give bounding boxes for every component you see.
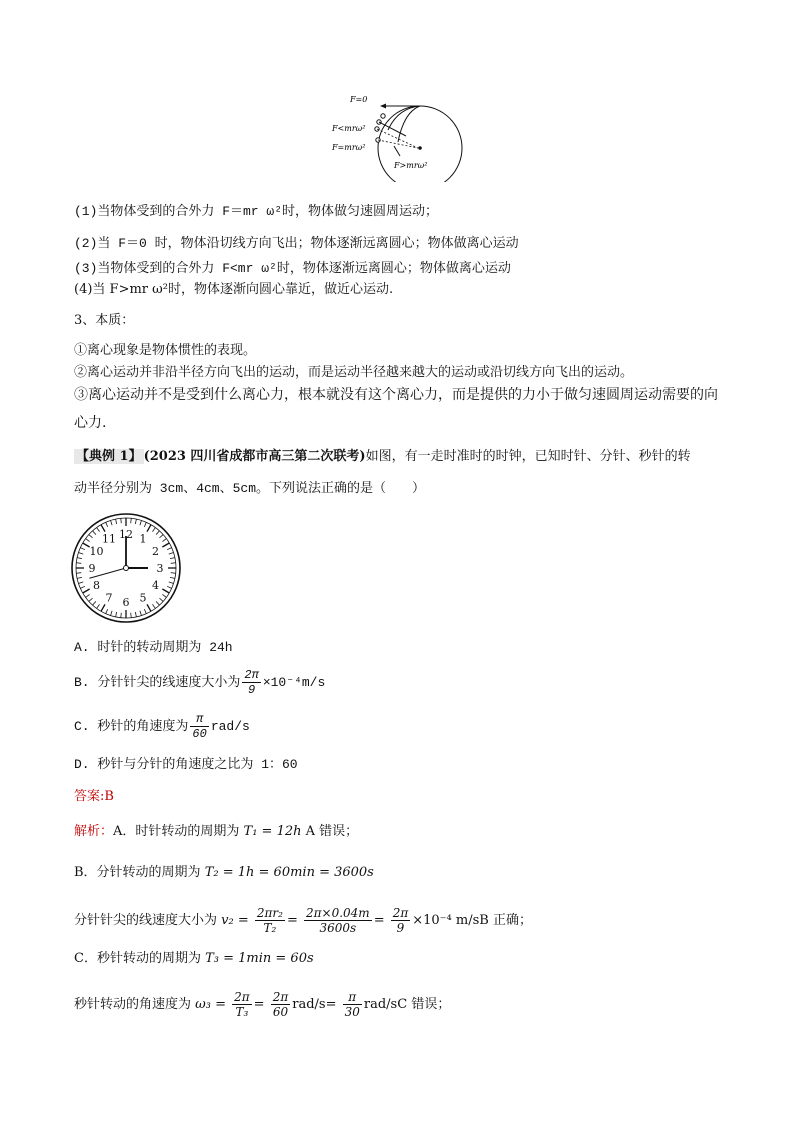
option-b-text: B. 分针针尖的线速度大小为 <box>74 674 241 690</box>
centrifugal-diagram <box>328 90 468 182</box>
analysis-equation: T₂ = 1h = 60min = 3600s <box>204 865 374 880</box>
option-c-text: C. 秒针的角速度为 <box>74 718 189 734</box>
fraction <box>255 906 285 935</box>
analysis-equation: ×10⁻⁴ m/s <box>412 913 480 928</box>
fraction <box>343 990 362 1019</box>
label-f-equal: F=mrω² <box>332 143 366 152</box>
essence-1: ①离心现象是物体惯性的表现。 <box>74 343 257 358</box>
point-4: (4)当 F>mr ω²时，物体逐渐向圆心靠近，做近心运动. <box>74 282 394 297</box>
essence-heading: 3、本质： <box>74 313 135 328</box>
clock-tick <box>171 573 176 574</box>
clock-number: 9 <box>88 562 96 575</box>
force-arrow <box>394 146 400 156</box>
essence-4: 心力. <box>74 415 107 431</box>
answer: 答案:B <box>74 789 114 804</box>
fraction-numerator: 2π <box>244 668 259 682</box>
fraction-denominator: 60 <box>272 1005 289 1019</box>
example-source: (2023 四川省成都市高三第二次联考) <box>143 449 366 464</box>
analysis-text: B 正确； <box>479 913 532 928</box>
analysis-text: A 错误； <box>305 824 359 839</box>
analysis-text: 秒针转动的角速度为 <box>74 997 192 1012</box>
clock-number: 1 <box>139 532 147 546</box>
fraction-numerator: 2π <box>392 906 409 920</box>
clock-number: 12 <box>119 528 133 541</box>
point-2: (2)当 F＝0 时，物体沿切线方向飞出；物体逐渐远离圆心；物体做离心运动 <box>74 236 519 251</box>
fraction <box>304 906 372 935</box>
example-stem-line-2: 动半径分别为 3cm、4cm、5cm。下列说法正确的是（ ） <box>74 481 426 496</box>
fraction <box>391 906 411 935</box>
fraction-numerator: 2π <box>272 990 289 1004</box>
option-b-fraction <box>242 668 260 697</box>
analysis-label: 解析： <box>74 824 114 839</box>
analysis-unit: rad/s <box>363 997 398 1012</box>
analysis-line-4 <box>74 950 314 968</box>
fraction-numerator: 2π <box>234 990 250 1004</box>
analysis-line-3: 分针针尖的线速度大小为 v₂ = $\frac{\text{2πr₂}}{\text{T₂}}$ = $\frac{2\pi\times 0.04m}{3600s}$ = $\frac{2\pi}{9}$ ×10⁻⁴ m/sB 正确； <box>74 906 532 935</box>
clock-number: 4 <box>151 579 159 592</box>
fraction <box>232 990 252 1019</box>
analysis-text: 分针针尖的线速度大小为 <box>74 913 218 928</box>
clock-center <box>124 566 129 571</box>
inward-curve <box>398 106 420 142</box>
analysis-text: A．时针转动的周期为 <box>113 824 240 839</box>
object-dot <box>381 114 385 118</box>
clock-number: 8 <box>93 579 101 592</box>
option-c-fraction <box>190 712 208 741</box>
option-c-unit: rad/s <box>210 718 250 734</box>
analysis-text: C 错误； <box>397 997 451 1012</box>
clock-number: 6 <box>122 596 130 609</box>
fraction-denominator: 30 <box>344 1005 360 1019</box>
analysis-line-2 <box>74 864 374 882</box>
analysis-equation: T₁ = 12h <box>243 824 302 839</box>
option-d: D. 秒针与分针的角速度之比为 1：60 <box>74 757 298 772</box>
clock-tick <box>131 613 132 618</box>
analysis-line-5: 秒针转动的角速度为 ω₃ = $\frac{2\pi}{\text{T₃}}$ = $\frac{2\pi}{60}$ rad/s= $\frac{\pi}{30}$ rad/sC 错误； <box>74 990 451 1019</box>
option-a: A. 时针的转动周期为 24h <box>74 640 233 655</box>
center-point <box>418 146 422 150</box>
clock-number: 3 <box>156 562 164 575</box>
fraction-denominator: 9 <box>396 921 405 935</box>
point-3: (3)当物体受到的合外力 F<mr ω²时，物体逐渐远离圆心；物体做离心运动 <box>74 261 511 276</box>
example-tag: 【典例 1】 <box>76 449 142 464</box>
analysis-unit: rad/s <box>292 997 326 1012</box>
analysis-text: C．秒针转动的周期为 <box>74 951 201 966</box>
option-c <box>74 712 250 741</box>
option-b <box>74 668 325 697</box>
clock-tick <box>76 563 81 564</box>
label-f-zero: F=0 <box>350 95 368 104</box>
analysis-equation: v₂ = <box>221 913 249 928</box>
fraction-numerator: 2π×0.04m <box>306 906 370 920</box>
fraction <box>271 990 291 1019</box>
clock-tick <box>76 573 81 574</box>
clock-number: 5 <box>139 591 147 605</box>
label-f-greater: F>mrω² <box>394 161 428 170</box>
fraction-denominator: 9 <box>248 683 256 697</box>
clock-tick <box>171 563 176 564</box>
fraction-numerator: π <box>343 990 362 1005</box>
point-1: (1)当物体受到的合外力 F＝mr ω²时，物体做匀速圆周运动； <box>74 204 439 219</box>
clock-figure <box>70 512 182 624</box>
fraction-denominator: 60 <box>192 727 207 741</box>
analysis-line-1 <box>74 823 358 841</box>
example-stem-line-1 <box>74 448 691 466</box>
analysis-equation: T₃ = 1min = 60s <box>205 951 314 966</box>
example-stem: 如图，有一走时准时的时钟，已知时针、分针、秒针的转 <box>365 449 691 464</box>
essence-2: ②离心运动并非沿半径方向飞出的运动，而是运动半径越来越大的运动或沿切线方向飞出的运动。 <box>74 365 634 380</box>
clock-number: 10 <box>89 545 104 558</box>
fraction-denominator: T₂ <box>263 921 277 935</box>
clock-number: 11 <box>102 532 116 546</box>
circle-path <box>378 106 462 182</box>
fraction-numerator: 2πr₂ <box>256 906 283 920</box>
clock-number: 7 <box>105 591 113 605</box>
fraction-denominator: 3600s <box>319 921 357 935</box>
clock-number: 2 <box>151 545 159 558</box>
arrow-head <box>380 104 386 109</box>
clock-tick <box>121 613 122 618</box>
fraction-numerator: π <box>190 712 208 727</box>
analysis-text: B．分针转动的周期为 <box>74 865 201 880</box>
clock-tick <box>121 518 122 523</box>
analysis-equation: ω₃ = <box>195 997 226 1012</box>
fraction-denominator: T₃ <box>235 1005 249 1019</box>
clock-tick <box>131 518 132 523</box>
label-f-less: F<mrω² <box>332 124 366 133</box>
essence-3: ③离心运动并不是受到什么离心力，根本就没有这个离心力，而是提供的力小于做匀速圆周运动需要的向 <box>74 387 718 403</box>
option-b-unit: ×10⁻⁴m/s <box>262 674 326 690</box>
